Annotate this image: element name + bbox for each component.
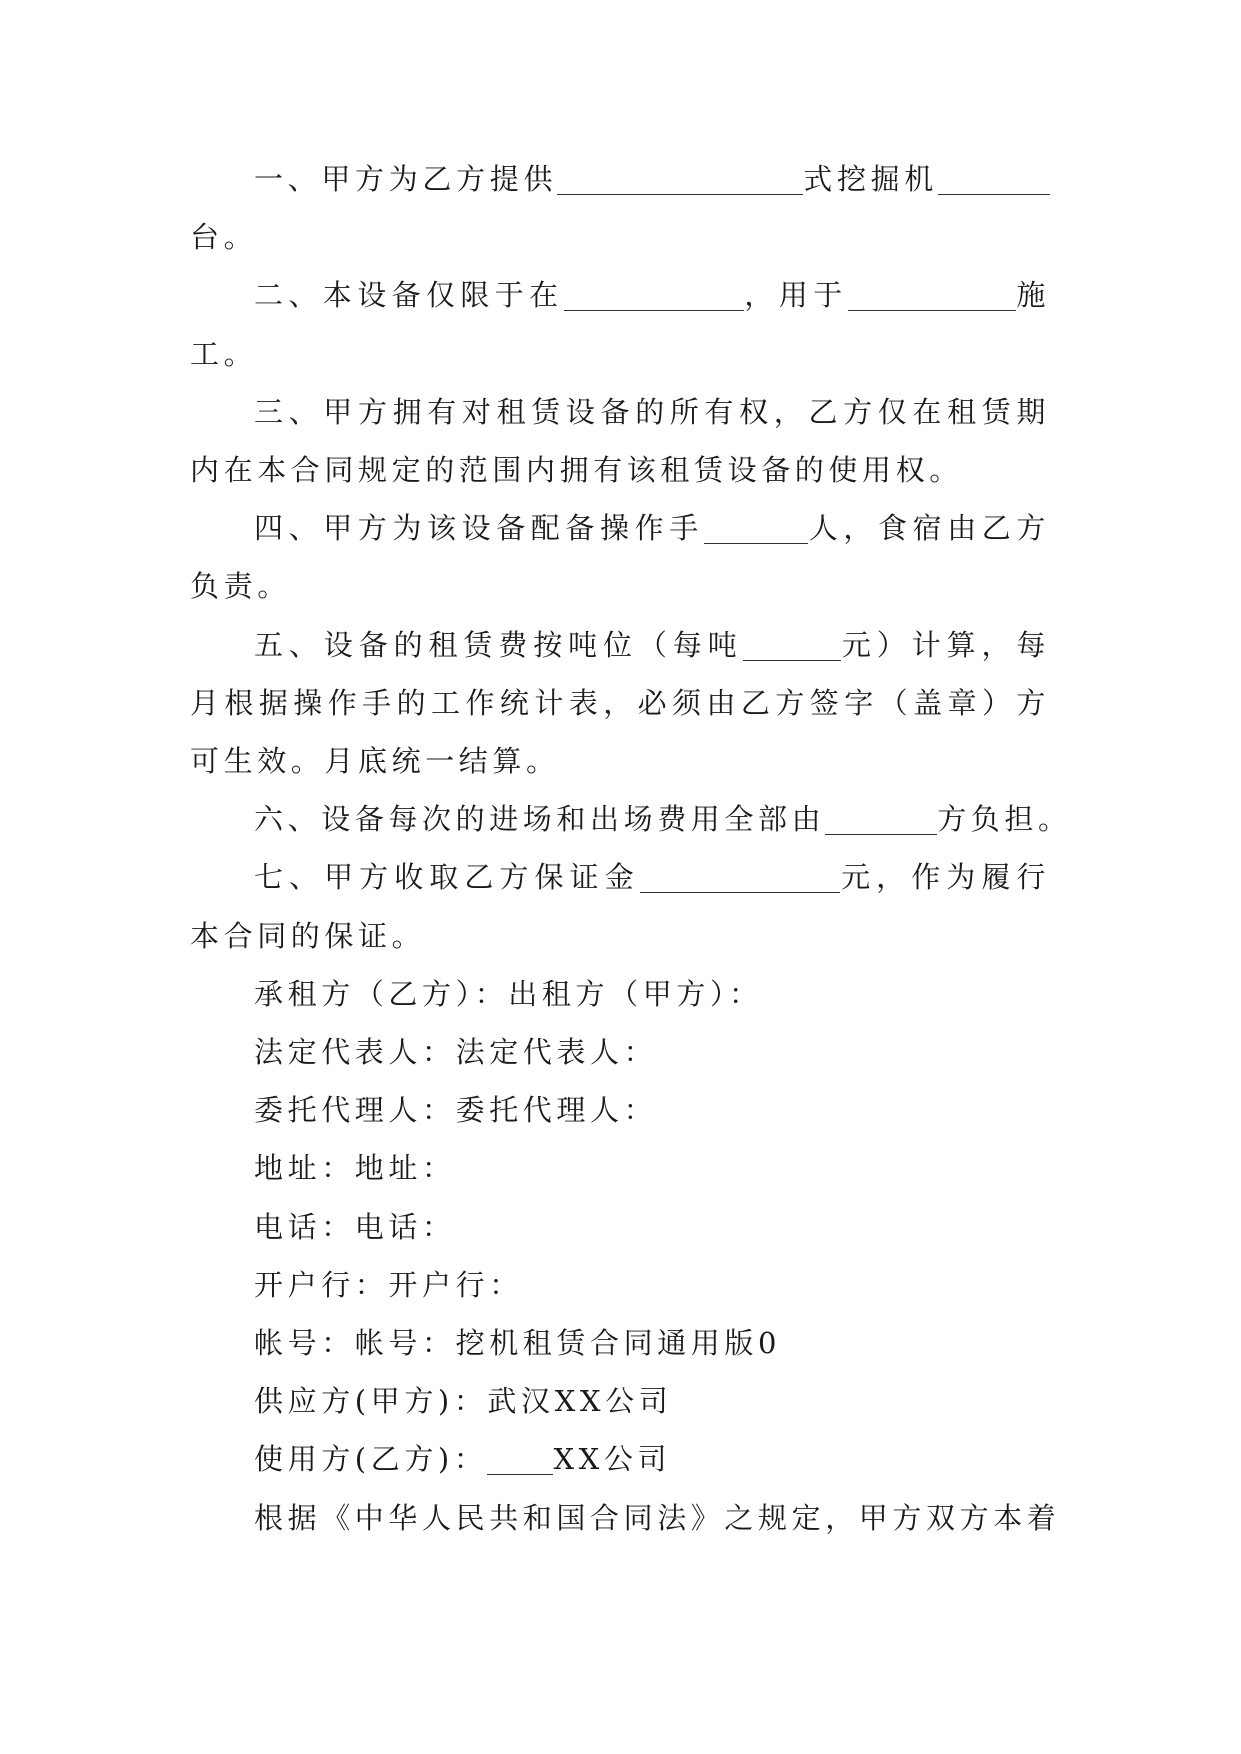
clause-7 [190, 848, 1050, 964]
user-line [190, 1430, 1050, 1488]
clause-5-blank-rate[interactable] [743, 630, 841, 661]
clause-6-text-a: 六、设备每次的进场和出场费用全部由 [254, 802, 826, 837]
clause-4-text-b: 人，食宿由乙方负责。 [190, 511, 1050, 604]
clause-4-blank-operators[interactable] [704, 513, 808, 544]
supplier-line: 供应方(甲方)：武汉XX公司 [254, 1384, 673, 1419]
clause-2-blank-purpose[interactable] [848, 280, 1016, 311]
user-line-blank[interactable] [487, 1444, 553, 1475]
clause-1-blank-type[interactable] [557, 164, 803, 195]
clause-1-blank-count[interactable] [938, 164, 1050, 195]
clause-2-text-c: 施工。 [190, 278, 1050, 371]
signature-line-address: 地址：地址： [254, 1151, 456, 1186]
clause-3: 三、甲方拥有对租赁设备的所有权，乙方仅在租赁期内在本合同规定的范围内拥有该租赁设备的使用权。 [190, 394, 1050, 488]
clause-2-text-a: 二、本设备仅限于在 [254, 278, 564, 313]
clause-7-text-b: 元，作为履行本合同的保证。 [190, 860, 1050, 953]
user-line-company: XX公司 [553, 1442, 672, 1477]
clause-7-blank-deposit[interactable] [640, 862, 840, 893]
clause-5 [190, 616, 1050, 791]
clause-1-text-a: 一、甲方为乙方提供 [254, 162, 558, 196]
clause-5-text-b: 元）计算，每月根据操作手的工作统计表，必须由乙方签字（盖章）方可生效。月底统一结算。 [190, 627, 1050, 779]
clause-1-text-b: 式挖掘机 [803, 162, 938, 196]
signature-line-bank: 开户行：开户行： [254, 1267, 523, 1302]
signature-line-agent: 委托代理人：委托代理人： [254, 1093, 658, 1128]
clause-1 [190, 150, 1050, 266]
clause-1-text-c: 台。 [190, 220, 258, 255]
signature-line-phone: 电话：电话： [254, 1209, 456, 1244]
clause-6-text-b: 方负担。 [937, 802, 1072, 837]
clause-7-text-a: 七、甲方收取乙方保证金 [254, 860, 640, 895]
closing-line: 根据《中华人民共和国合同法》之规定，甲方双方本着 [254, 1500, 1061, 1535]
clause-4 [190, 499, 1050, 615]
clause-2-text-b: ，用于 [743, 278, 848, 313]
signature-line-account: 帐号：帐号：挖机租赁合同通用版0 [254, 1326, 782, 1361]
clause-6 [190, 790, 1072, 848]
user-line-label: 使用方(乙方)： [254, 1442, 488, 1477]
clause-2-blank-location[interactable] [564, 280, 744, 311]
signature-line-representative: 法定代表人：法定代表人： [254, 1035, 658, 1070]
clause-2 [190, 266, 1050, 382]
contract-page [190, 150, 1072, 1547]
signature-line-parties: 承租方（乙方）：出租方（甲方）： [254, 976, 763, 1011]
clause-6-blank-party[interactable] [825, 804, 937, 835]
clause-4-text-a: 四、甲方为该设备配备操作手 [254, 511, 704, 546]
clause-5-text-a: 五、设备的租赁费按吨位（每吨 [254, 627, 743, 662]
